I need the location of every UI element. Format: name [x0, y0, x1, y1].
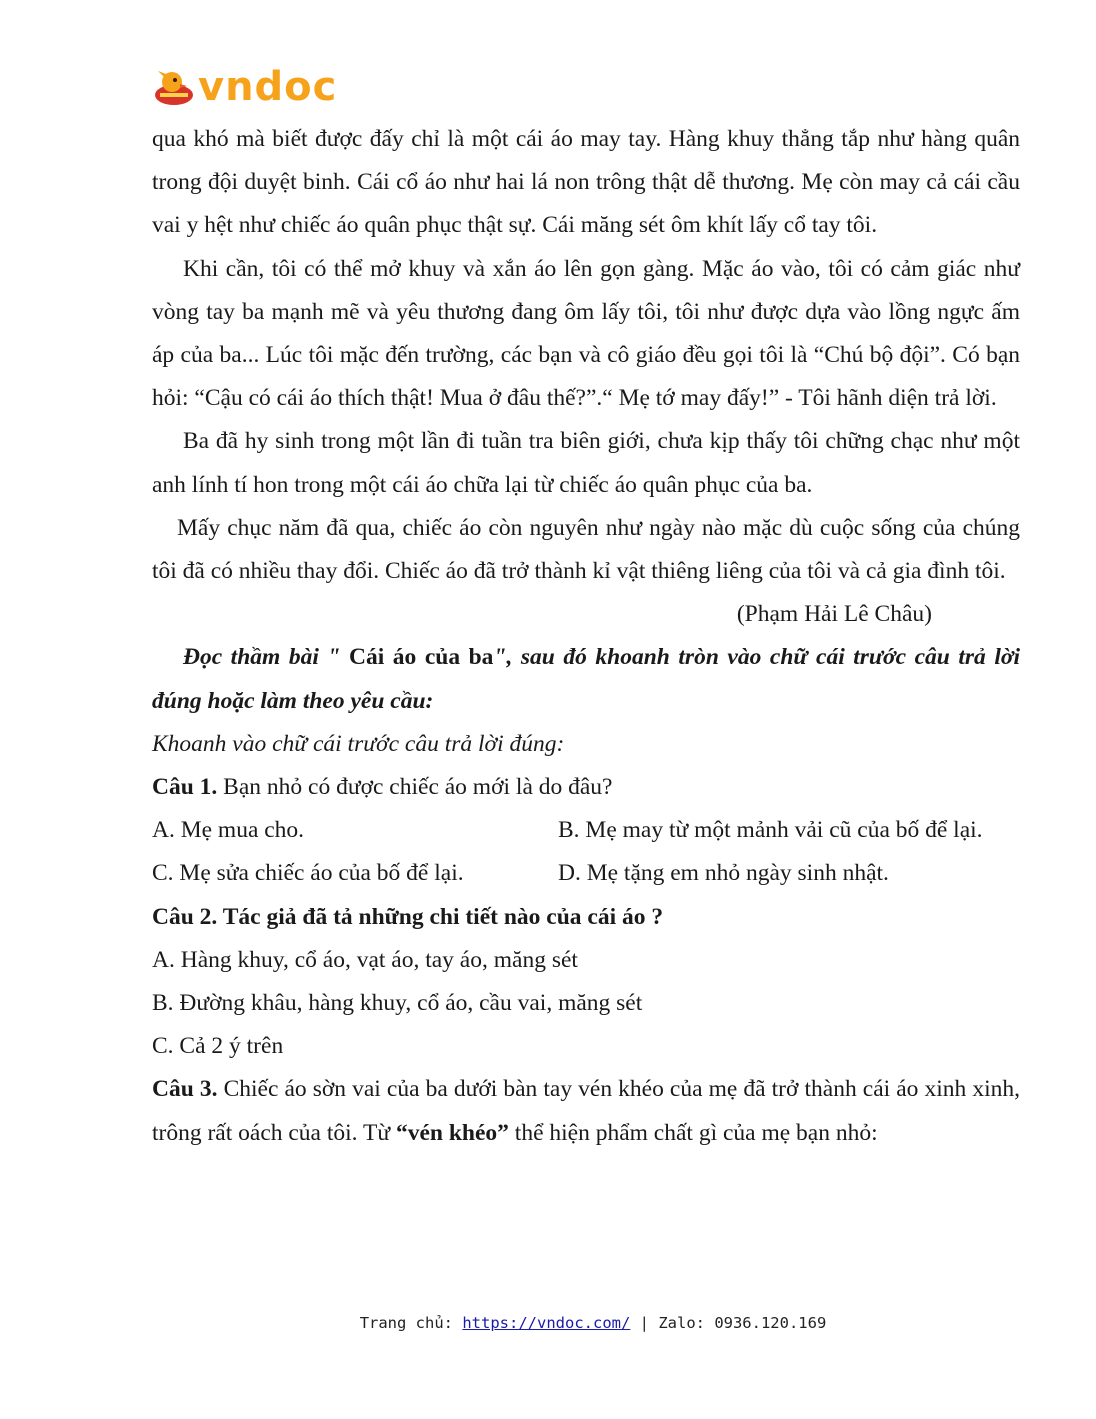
- footer-home-link[interactable]: https://vndoc.com/: [462, 1314, 631, 1332]
- q2-option-a[interactable]: A. Hàng khuy, cổ áo, vạt áo, tay áo, măng sét: [152, 946, 578, 973]
- q1-option-a[interactable]: A. Mẹ mua cho.: [152, 817, 305, 844]
- logo-text: vndoc: [198, 64, 338, 110]
- question-3: [152, 1068, 1020, 1154]
- reading-instruction: [152, 636, 1020, 722]
- footer-contact: | Zalo: 0936.120.169: [630, 1314, 827, 1332]
- page-footer: [0, 1314, 1096, 1332]
- q1-option-b[interactable]: B. Mẹ may từ một mảnh vải cũ của bố để lại.: [558, 817, 983, 844]
- story-paragraph-1: qua khó mà biết được đấy chỉ là một cái áo may tay. Hàng khuy thẳng tắp như hàng quân trong đội duyệt binh. Cái cổ áo như hai lá non trông thật dễ thương. Mẹ còn may cả cái cầu vai y hệt như chiếc áo quân phục thật sự. Cái măng sét ôm khít lấy cổ tay tôi.: [152, 126, 1020, 239]
- instruction-subtitle: Khoanh vào chữ cái trước câu trả lời đúng:: [152, 730, 565, 757]
- story-paragraph-4: Mấy chục năm đã qua, chiếc áo còn nguyên như ngày nào mặc dù cuộc sống của chúng tôi đã có nhiều thay đổi. Chiếc áo đã trở thành kỉ vật thiêng liêng của tôi và cả gia đình tôi.: [152, 514, 1020, 585]
- story-paragraph-3: Ba đã hy sinh trong một lần đi tuần tra biên giới, chưa kịp thấy tôi chững chạc như một anh lính tí hon trong một cái áo chữa lại từ chiếc áo quân phục của ba.: [152, 428, 1020, 498]
- question-1-options-row-1: [152, 809, 1020, 852]
- question-3-text-1: Chiếc áo sờn vai của ba dưới bàn tay vén khéo của mẹ đã trở thành cái áo xinh xinh, trông rất oách của tôi. Từ: [152, 1076, 1020, 1146]
- question-1: [152, 766, 1020, 809]
- q2-option-c[interactable]: C. Cả 2 ý trên: [152, 1033, 284, 1060]
- footer-prefix: Trang chủ:: [359, 1314, 463, 1332]
- mascot-logo-icon: [152, 65, 196, 109]
- q1-option-c[interactable]: C. Mẹ sửa chiếc áo của bố để lại.: [152, 860, 464, 887]
- question-1-text: Bạn nhỏ có được chiếc áo mới là do đâu?: [217, 774, 613, 801]
- story-source: (Phạm Hải Lê Châu): [736, 601, 932, 628]
- question-2: Câu 2. Tác giả đã tả những chi tiết nào của cái áo ?: [152, 903, 664, 930]
- instruction-part-2: ", sau đó khoanh tròn vào chữ cái trước câu trả lời đúng hoặc làm theo yêu cầu:: [152, 644, 1020, 714]
- question-1-options-row-2: [152, 852, 1020, 895]
- question-3-keyword: “vén khéo”: [395, 1119, 509, 1146]
- instruction-part-1: Đọc thầm bài ": [183, 644, 349, 671]
- q2-option-b[interactable]: B. Đường khâu, hàng khuy, cổ áo, cầu vai, măng sét: [152, 990, 643, 1017]
- vndoc-logo[interactable]: [152, 62, 337, 112]
- story-paragraph-2: Khi cần, tôi có thể mở khuy và xắn áo lên gọn gàng. Mặc áo vào, tôi có cảm giác như vòng tay ba mạnh mẽ và yêu thương đang ôm lấy tôi, tôi như được dựa vào lồng ngực ấm áp của ba... Lúc tôi mặc đến trường, các bạn và cô giáo đều gọi tôi là “Chú bộ đội”. Có bạn hỏi: “Cậu có cái áo thích thật! Mua ở đâu thế?”.“ Mẹ tớ may đấy!” - Tôi hãnh diện trả lời.: [152, 255, 1020, 412]
- q1-option-d[interactable]: D. Mẹ tặng em nhỏ ngày sinh nhật.: [558, 860, 889, 887]
- question-3-text-2: thể hiện phẩm chất gì của mẹ bạn nhỏ:: [508, 1119, 878, 1146]
- document-body: [152, 118, 1020, 1155]
- question-1-label: Câu 1.: [152, 774, 218, 801]
- instruction-title: Cái áo của ba: [349, 644, 494, 671]
- question-3-label: Câu 3.: [152, 1076, 218, 1103]
